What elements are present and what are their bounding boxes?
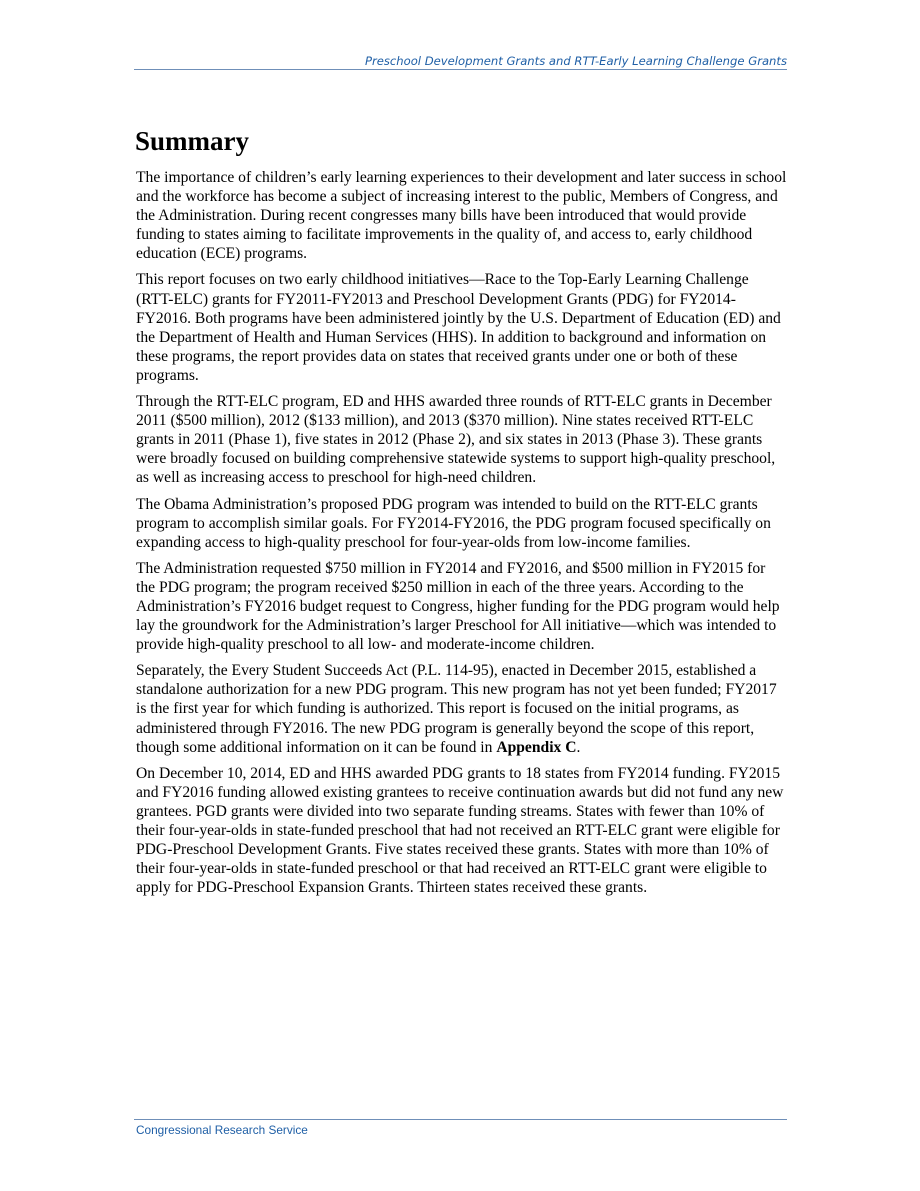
- running-footer: Congressional Research Service: [136, 1123, 308, 1137]
- paragraph-6-end: .: [576, 738, 581, 756]
- footer-divider: [134, 1119, 787, 1120]
- paragraph-5: The Administration requested $750 million in FY2014 and FY2016, and $500 million in FY2015 for the PDG program; the program received $250 million in each of the three years. According to the Administration’s FY2016 budget request to Congress, higher funding for the PDG program would help lay the groundwork for the Administration’s larger Preschool for All initiative—which was intended to provide high-quality preschool to all low- and moderate-income children.: [136, 559, 780, 654]
- summary-body: [136, 168, 788, 904]
- header-divider: [134, 69, 787, 70]
- running-header: Preschool Development Grants and RTT-Early Learning Challenge Grants: [364, 54, 787, 68]
- page-title: Summary: [135, 126, 249, 156]
- paragraph-1: The importance of children’s early learning experiences to their development and later success in school and the workforce has become a subject of increasing interest to the public, Members of Congress, and the Administration. During recent congresses many bills have been introduced that would provide funding to states aiming to facilitate improvements in the quality of, and access to, early childhood education (ECE) programs.: [136, 169, 787, 263]
- paragraph-7: On December 10, 2014, ED and HHS awarded PDG grants to 18 states from FY2014 funding. FY2015 and FY2016 funding allowed existing grantees to receive continuation awards but did not fund any new grantees. PGD grants were divided into two separate funding streams. States with fewer than 10% of their four-year-olds in state-funded preschool that had not received an RTT-ELC grant were eligible for PDG-Preschool Development Grants. Five states received these grants. States with more than 10% of their four-year-olds in state-funded preschool or that had received an RTT-ELC grant were eligible to apply for PDG-Preschool Expansion Grants. Thirteen states received these grants.: [136, 764, 784, 897]
- paragraph-3: Through the RTT-ELC program, ED and HHS awarded three rounds of RTT-ELC grants in December 2011 ($500 million), 2012 ($133 million), and 2013 ($370 million). Nine states received RTT-ELC grants in 2011 (Phase 1), five states in 2012 (Phase 2), and six states in 2013 (Phase 3). These grants were broadly focused on building comprehensive statewide systems to support high-quality preschool, as well as increasing access to preschool for high-need children.: [136, 393, 776, 487]
- appendix-c-reference: Appendix C: [496, 738, 577, 756]
- paragraph-4: The Obama Administration’s proposed PDG program was intended to build on the RTT-ELC grants program to accomplish similar goals. For FY2014-FY2016, the PDG program focused specifically on expanding access to high-quality preschool for four-year-olds from low-income families.: [136, 495, 771, 551]
- paragraph-6: [136, 661, 788, 756]
- paragraph-6-text: Separately, the Every Student Succeeds Act (P.L. 114-95), enacted in December 2015, established a standalone authorization for a new PDG program. This new program has not yet been funded; FY2017 is the first year for which funding is authorized. This report is focused on the initial programs, as administered through FY2016. The new PDG program is generally beyond the scope of this report, though some additional information on it can be found in: [136, 662, 777, 756]
- paragraph-2: This report focuses on two early childhood initiatives—Race to the Top-Early Learning Challenge (RTT-ELC) grants for FY2011-FY2013 and Preschool Development Grants (PDG) for FY2014-FY2016. Both programs have been administered jointly by the U.S. Department of Education (ED) and the Department of Health and Human Services (HHS). In addition to background and information on these programs, the report provides data on states that received grants under one or both of these programs.: [136, 271, 781, 384]
